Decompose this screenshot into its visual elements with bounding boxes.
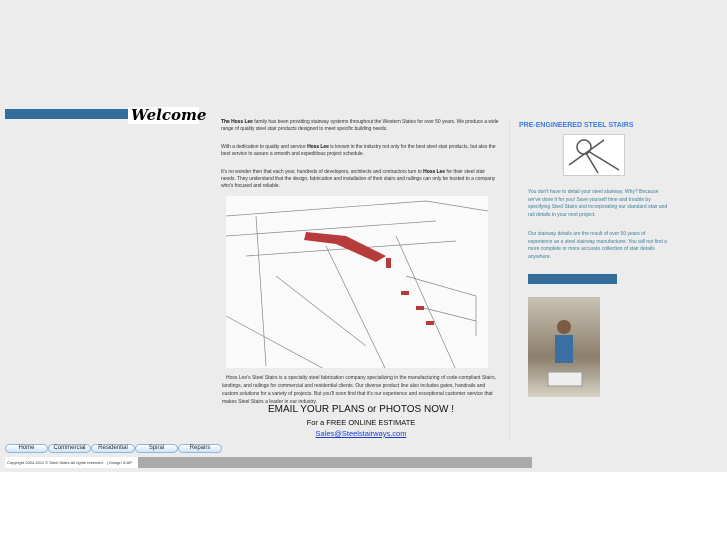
worker-photo [528,297,600,397]
cta-headline: EMAIL YOUR PLANS or PHOTOS NOW ! [268,404,454,415]
header-bar [5,109,128,119]
intro-text [221,119,501,194]
sidebar-title: PRE-ENGINEERED STEEL STAIRS [519,122,634,129]
nav-spiral[interactable]: Spiral [135,444,178,453]
nav-home[interactable]: Home [5,444,48,453]
sidebar-paragraph-2: Our stairway details are the result of over 50 years of experience as a steel stairway manufacturer. You will not find a more complete or more accurate collection of stair details anywhere. [528,231,667,260]
compass-drawing-image [563,134,625,176]
sidebar-paragraph-1: You don't have to detail your steel stairway. Why? Because we've done it for you! Save yourself time and trouble by specifying Steel Stairs and incorporating our standard stair and rail details in your next project. [528,189,668,218]
intro-paragraph: It's no wonder then that each year, hundreds of developers, architects and contractors turn to Hoss Lee for their steel stair needs. They understand that the design, fabrication and installation of their stairs and railings can only be trusted to a company who's focused and reliable. [221,169,496,189]
company-description: Hoss Lee's Steel Stairs is a specialty steel fabrication company specializing in the manufacturing of code-compliant Stairs, landings, and railings for commercial and residential clients. Our diverse product line also includes gates, handrails and custom solutions for a variety of projects. But you'll soon find that it's our experience and exceptional customer service that makes Steel Stairs a leader in our industry. [222,375,496,405]
intro-paragraph: The Hoss Lee family has been providing stairway systems throughout the Western States for over 50 years. We produce a wide range of quality steel stair products designed to meet specific building needs. [221,119,499,132]
nav-residential[interactable]: Residential [91,444,135,453]
cta-subheadline: For a FREE ONLINE ESTIMATE [306,418,416,427]
nav-repairs[interactable]: Repairs [178,444,222,453]
intro-paragraph: With a dedication to quality and service Hoss Lee is known in the industry not only for the best steel stair products, but also the best service to assure a smooth and expeditious project schedule. [221,144,496,157]
column-divider [509,118,510,438]
welcome-heading: Welcome [128,107,199,124]
email-link[interactable]: Sales@Steelstairways.com [315,429,407,438]
stair-drawing-image [226,196,488,368]
copyright: Copyright 2004-2011 © Steel Stairs All rights reserved. | Design ICAP [5,457,138,468]
nav-commercial[interactable]: Commercial [48,444,91,453]
sidebar-bar [528,274,617,284]
footer-bar [138,457,532,468]
